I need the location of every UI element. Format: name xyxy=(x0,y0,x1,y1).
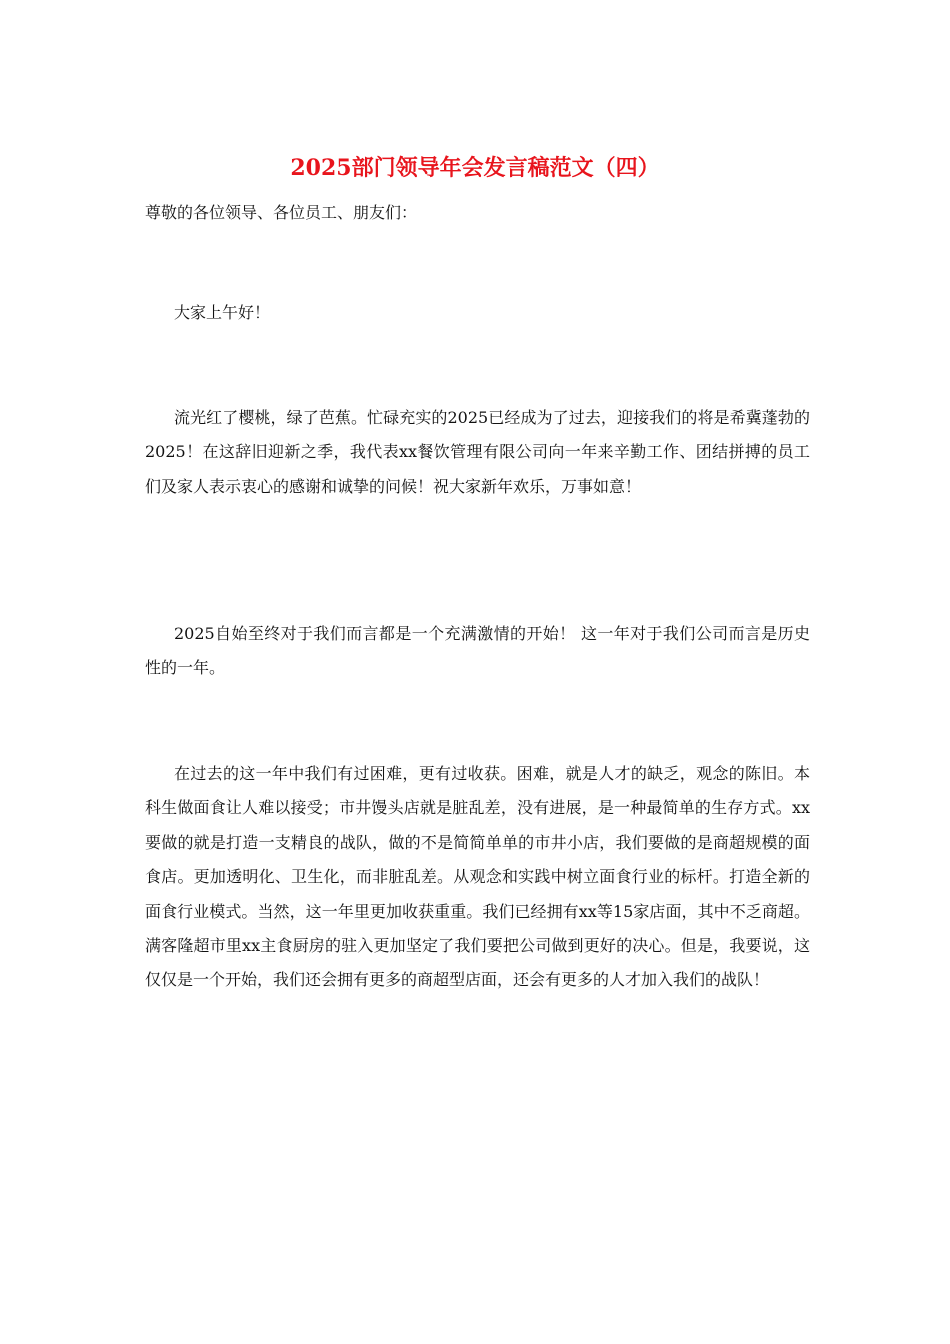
document-title: 2025部门领导年会发言稿范文（四） xyxy=(290,155,660,181)
paragraph-historic-year: 2025自始至终对于我们而言都是一个充满激情的开始！ 这一年对于我们公司而言是历史性的一年。 xyxy=(145,624,810,678)
paragraph-review: 在过去的这一年中我们有过困难，更有过收获。困难，就是人才的缺乏，观念的陈旧。本科生做面食让人难以接受；市井馒头店就是脏乱差，没有进展，是一种最简单的生存方式。xx要做的就是打造一支精良的战队，做的不是简简单单的市井小店，我们要做的是商超规模的面食店。更加透明化、卫生化，而非脏乱差。从观念和实践中树立面食行业的标杆。打造全新的面食行业模式。当然，这一年里更加收获重重。我们已经拥有xx等15家店面，其中不乏商超。满客隆超市里xx主食厨房的驻入更加坚定了我们要把公司做到更好的决心。但是，我要说，这仅仅是一个开始，我们还会拥有更多的商超型店面，还会有更多的人才加入我们的战队！ xyxy=(145,764,810,990)
paragraph-new-year: 流光红了樱桃，绿了芭蕉。忙碌充实的2025已经成为了过去，迎接我们的将是希冀蓬勃的2025！在这辞旧迎新之季，我代表xx餐饮管理有限公司向一年来辛勤工作、团结拼搏的员工们及家人表示衷心的感谢和诚挚的问候！祝大家新年欢乐，万事如意！ xyxy=(145,408,810,496)
paragraph-greeting: 大家上午好！ xyxy=(174,303,271,322)
salutation: 尊敬的各位领导、各位员工、朋友们： xyxy=(145,203,418,222)
